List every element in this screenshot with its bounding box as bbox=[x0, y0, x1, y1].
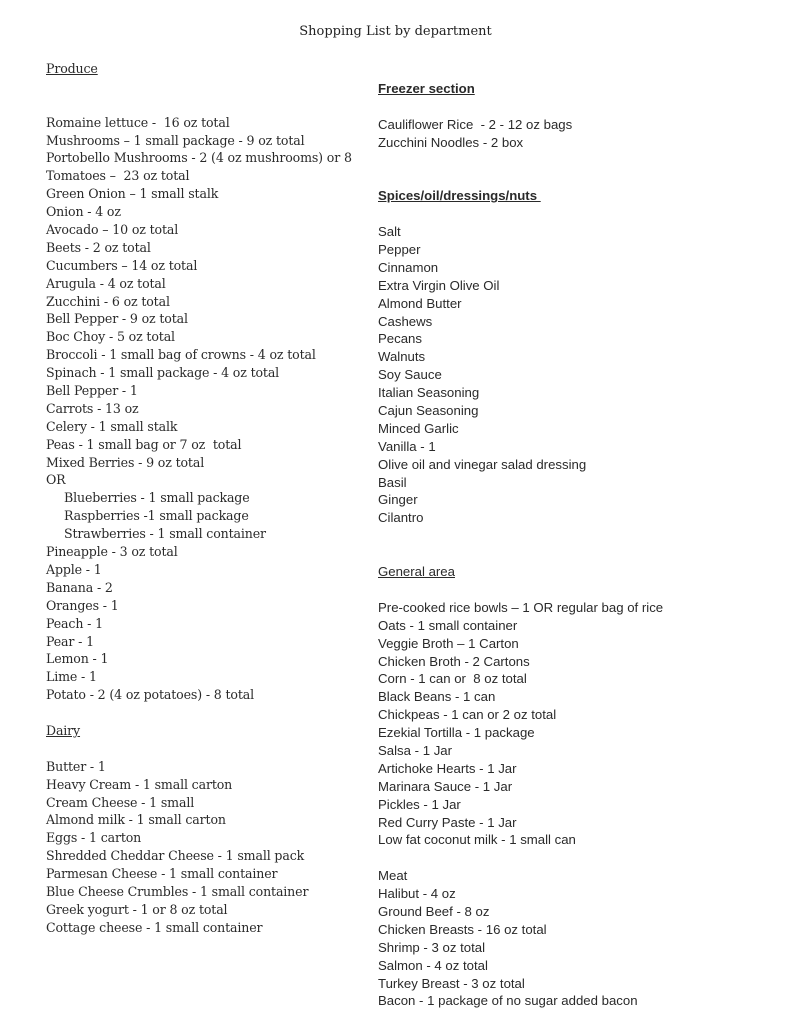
list-item: Cajun Seasoning bbox=[378, 403, 479, 419]
list-item: Pineapple - 3 oz total bbox=[46, 544, 178, 560]
list-item: Red Curry Paste - 1 Jar bbox=[378, 814, 517, 830]
list-item: Carrots - 13 oz bbox=[46, 400, 139, 416]
list-item: Portobello Mushrooms - 2 (4 oz mushrooms) or 8 bbox=[46, 150, 352, 166]
list-item: Oats - 1 small container bbox=[378, 617, 518, 633]
meat-list bbox=[378, 885, 778, 1010]
list-item: Low fat coconut milk - 1 small can bbox=[378, 832, 576, 848]
list-item: Vanilla - 1 bbox=[378, 438, 436, 454]
spacer bbox=[378, 545, 778, 563]
list-item: Pickles - 1 Jar bbox=[378, 796, 461, 812]
list-item: Bell Pepper - 1 bbox=[46, 383, 138, 399]
dairy-heading: Dairy bbox=[46, 722, 81, 738]
freezer-list bbox=[378, 116, 778, 152]
list-item: Salmon - 4 oz total bbox=[378, 957, 488, 973]
list-item: Boc Choy - 5 oz total bbox=[46, 329, 175, 345]
list-item: Salsa - 1 Jar bbox=[378, 742, 453, 758]
list-item: Shredded Cheddar Cheese - 1 small pack bbox=[46, 848, 305, 864]
general-list bbox=[378, 599, 778, 849]
list-item: Marinara Sauce - 1 Jar bbox=[378, 778, 513, 794]
list-item: Chickpeas - 1 can or 2 oz total bbox=[378, 707, 557, 723]
list-item: Onion - 4 oz bbox=[46, 204, 121, 220]
list-item: Ground Beef - 8 oz bbox=[378, 903, 490, 919]
meat-heading: Meat bbox=[378, 868, 408, 884]
list-item: Celery - 1 small stalk bbox=[46, 418, 178, 434]
list-item: Arugula - 4 oz total bbox=[46, 275, 166, 291]
list-item: Turkey Breast - 3 oz total bbox=[378, 975, 525, 991]
freezer-heading: Freezer section bbox=[378, 81, 475, 96]
list-item: Almond milk - 1 small carton bbox=[46, 812, 226, 828]
list-item: Greek yogurt - 1 or 8 oz total bbox=[46, 901, 228, 917]
list-item: Almond Butter bbox=[378, 295, 462, 311]
list-item: Olive oil and vinegar salad dressing bbox=[378, 456, 587, 472]
list-item: Banana - 2 bbox=[46, 579, 113, 595]
list-item: Blueberries - 1 small package bbox=[64, 490, 250, 506]
list-item: Minced Garlic bbox=[378, 420, 459, 436]
list-item: Extra Virgin Olive Oil bbox=[378, 277, 500, 293]
list-item: Cream Cheese - 1 small bbox=[46, 794, 195, 810]
list-item: Zucchini Noodles - 2 box bbox=[378, 134, 524, 150]
spacer bbox=[378, 98, 778, 116]
spacer bbox=[46, 96, 366, 114]
produce-list bbox=[46, 114, 366, 490]
dairy-list bbox=[46, 758, 366, 937]
list-item: Lime - 1 bbox=[46, 669, 97, 685]
list-item: Parmesan Cheese - 1 small container bbox=[46, 866, 278, 882]
list-item: Strawberries - 1 small container bbox=[64, 526, 266, 542]
list-item: Zucchini - 6 oz total bbox=[46, 293, 170, 309]
list-item: Mushrooms – 1 small package - 9 oz total bbox=[46, 132, 305, 148]
list-item: Soy Sauce bbox=[378, 367, 442, 383]
list-item: Cashews bbox=[378, 313, 433, 329]
list-item: Broccoli - 1 small bag of crowns - 4 oz total bbox=[46, 347, 316, 363]
general-heading: General area bbox=[378, 564, 455, 580]
list-item: OR bbox=[46, 472, 66, 488]
list-item: Basil bbox=[378, 474, 407, 490]
list-item: Blue Cheese Crumbles - 1 small container bbox=[46, 883, 309, 899]
list-item: Green Onion – 1 small stalk bbox=[46, 186, 219, 202]
list-item: Potato - 2 (4 oz potatoes) - 8 total bbox=[46, 687, 254, 703]
list-item: Pre-cooked rice bowls – 1 OR regular bag of rice bbox=[378, 599, 664, 615]
list-item: Tomatoes – 23 oz total bbox=[46, 168, 190, 184]
list-item: Cucumbers – 14 oz total bbox=[46, 257, 198, 273]
list-item: Raspberries -1 small package bbox=[64, 508, 249, 524]
list-item: Walnuts bbox=[378, 349, 426, 365]
spacer bbox=[46, 704, 366, 722]
spacer bbox=[378, 169, 778, 187]
list-item: Shrimp - 3 oz total bbox=[378, 939, 486, 955]
list-item: Pepper bbox=[378, 242, 421, 258]
list-item: Salt bbox=[378, 224, 401, 240]
list-item: Beets - 2 oz total bbox=[46, 239, 151, 255]
list-item: Pecans bbox=[378, 331, 422, 347]
list-item: Cinnamon bbox=[378, 259, 439, 275]
list-item: Avocado – 10 oz total bbox=[46, 222, 179, 238]
list-item: Cottage cheese - 1 small container bbox=[46, 919, 263, 935]
left-column bbox=[46, 60, 366, 937]
berries-sublist bbox=[46, 489, 366, 543]
spacer bbox=[378, 205, 778, 223]
list-item: Romaine lettuce - 16 oz total bbox=[46, 114, 230, 130]
produce-heading: Produce bbox=[46, 61, 98, 76]
list-item: Halibut - 4 oz bbox=[378, 886, 456, 902]
list-item: Italian Seasoning bbox=[378, 385, 480, 401]
list-item: Cauliflower Rice - 2 - 12 oz bags bbox=[378, 116, 573, 132]
list-item: Peas - 1 small bag or 7 oz total bbox=[46, 436, 242, 452]
list-item: Chicken Broth - 2 Cartons bbox=[378, 653, 530, 669]
right-column bbox=[378, 80, 778, 1010]
document-title: Shopping List by department bbox=[299, 24, 492, 39]
list-item: Spinach - 1 small package - 4 oz total bbox=[46, 365, 280, 381]
list-item: Chicken Breasts - 16 oz total bbox=[378, 921, 547, 937]
list-item: Heavy Cream - 1 small carton bbox=[46, 776, 233, 792]
list-item: Bell Pepper - 9 oz total bbox=[46, 311, 188, 327]
list-item: Black Beans - 1 can bbox=[378, 689, 496, 705]
list-item: Artichoke Hearts - 1 Jar bbox=[378, 760, 517, 776]
list-item: Mixed Berries - 9 oz total bbox=[46, 454, 205, 470]
list-item: Peach - 1 bbox=[46, 615, 103, 631]
list-item: Eggs - 1 carton bbox=[46, 830, 142, 846]
list-item: Ezekial Tortilla - 1 package bbox=[378, 725, 535, 741]
spacer bbox=[46, 78, 366, 96]
spacer bbox=[378, 152, 778, 170]
produce-list-continued bbox=[46, 543, 366, 704]
spacer bbox=[378, 849, 778, 867]
spices-heading: Spices/oil/dressings/nuts bbox=[378, 188, 541, 204]
list-item: Lemon - 1 bbox=[46, 651, 109, 667]
list-item: Veggie Broth – 1 Carton bbox=[378, 635, 519, 651]
list-item: Oranges - 1 bbox=[46, 597, 119, 613]
list-item: Cilantro bbox=[378, 510, 424, 526]
spacer bbox=[378, 581, 778, 599]
list-item: Pear - 1 bbox=[46, 633, 94, 649]
list-item: Apple - 1 bbox=[46, 561, 102, 577]
list-item: Bacon - 1 package of no sugar added bacon bbox=[378, 993, 638, 1009]
list-item: Corn - 1 can or 8 oz total bbox=[378, 671, 527, 687]
list-item: Butter - 1 bbox=[46, 758, 106, 774]
list-item: Ginger bbox=[378, 492, 418, 508]
spices-list bbox=[378, 223, 778, 527]
spacer bbox=[46, 740, 366, 758]
spacer bbox=[378, 527, 778, 545]
